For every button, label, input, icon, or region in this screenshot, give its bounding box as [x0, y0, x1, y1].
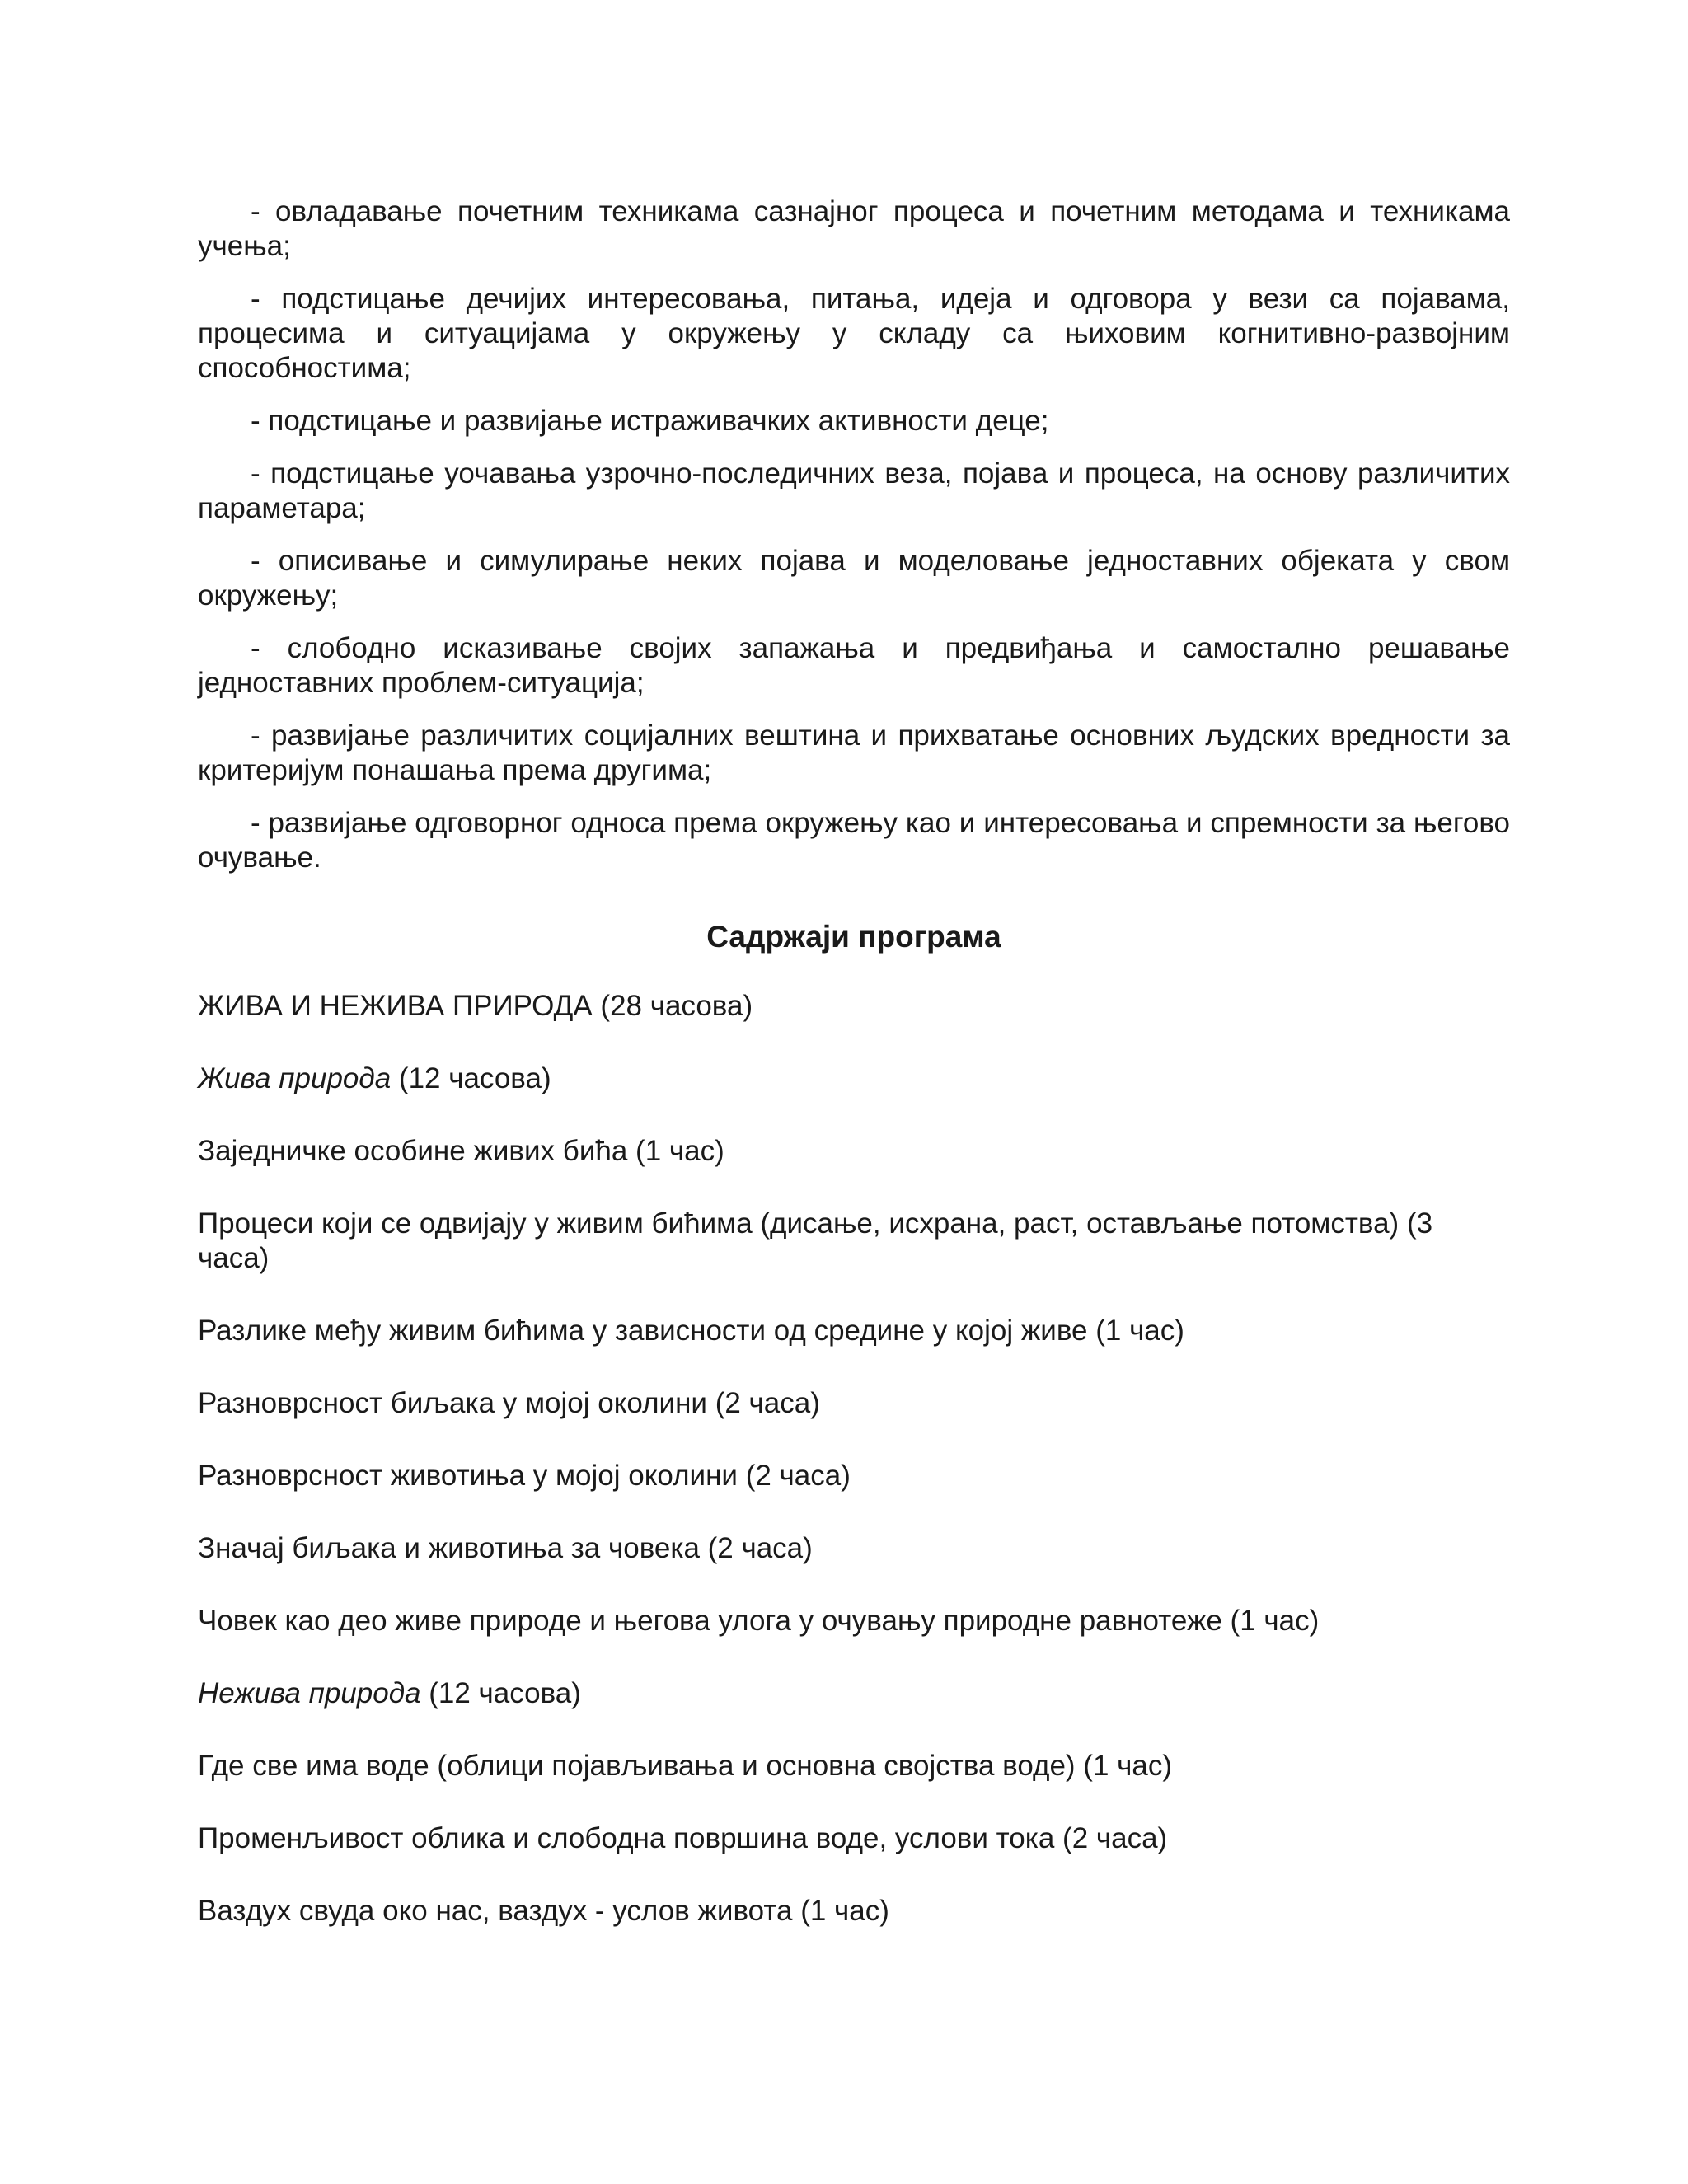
content-item: Значај биљака и животиња за човека (2 часа) — [198, 1532, 813, 1564]
content-item: Где све има воде (облици појављивања и основна својства воде) (1 час) — [198, 1750, 1173, 1782]
content-item: Разноврсност животиња у мојој околини (2 часа) — [198, 1460, 851, 1492]
content-item: Разлике међу живим бићима у зависности од средине у којој живе (1 час) — [198, 1315, 1184, 1347]
content-item: Процеси који се одвијају у живим бићима (дисање, исхрана, раст, остављање потомства) (3 часа) — [198, 1207, 1433, 1274]
subsection-nonliving — [198, 1676, 1510, 1711]
goal-item: - слободно исказивање својих запажања и предвиђања и самостално решавање једноставних проблем-ситуација; — [198, 632, 1510, 699]
content-item: Заједничке особине живих бића (1 час) — [198, 1135, 724, 1167]
document-page — [198, 194, 1510, 1929]
goal-item: - подстицање дечијих интересовања, питања, идеја и одговора у вези са појавама, процесима и ситуацијама у окружењу у складу са њиховим когнитивно-развојним способностима; — [198, 283, 1510, 384]
content-item: Човек као део живе природе и његова улога у очувању природне равнотеже (1 час) — [198, 1605, 1320, 1637]
goal-item: - овладавање почетним техникама сазнајног процеса и почетним методама и техникама учења; — [198, 195, 1510, 262]
subsection-nonliving-hours: (12 часова) — [420, 1677, 581, 1709]
content-item: Променљивост облика и слободна површина воде, услови тока (2 часа) — [198, 1822, 1168, 1854]
section-title: Садржаји програма — [706, 920, 1001, 954]
topic-heading: ЖИВА И НЕЖИВА ПРИРОДА (28 часова) — [198, 990, 753, 1022]
goal-item: - описивање и симулирање неких појава и моделовање једноставних објеката у свом окружењу; — [198, 545, 1510, 612]
goal-item: - подстицање уочавања узрочно-последичних веза, појава и процеса, на основу различитих параметара; — [198, 457, 1510, 524]
content-item: Разноврсност биљака у мојој околини (2 часа) — [198, 1387, 820, 1419]
goal-item: - развијање различитих социјалних вештина и прихватање основних људских вредности за критеријум понашања према другима; — [198, 719, 1510, 786]
subsection-living-hours: (12 часова) — [391, 1062, 551, 1094]
content-item: Ваздух свуда око нас, ваздух - услов живота (1 час) — [198, 1895, 889, 1927]
subsection-nonliving-title: Нежива природа — [198, 1677, 421, 1709]
goal-item: - подстицање и развијање истраживачких активности деце; — [251, 405, 1049, 437]
program-content — [198, 989, 1510, 1929]
goal-item: - развијање одговорног односа према окружењу као и интересовања и спремности за његово очување. — [198, 807, 1510, 874]
goals-list — [198, 194, 1510, 875]
subsection-living-title: Жива природа — [198, 1062, 392, 1094]
subsection-living — [198, 1062, 1510, 1096]
